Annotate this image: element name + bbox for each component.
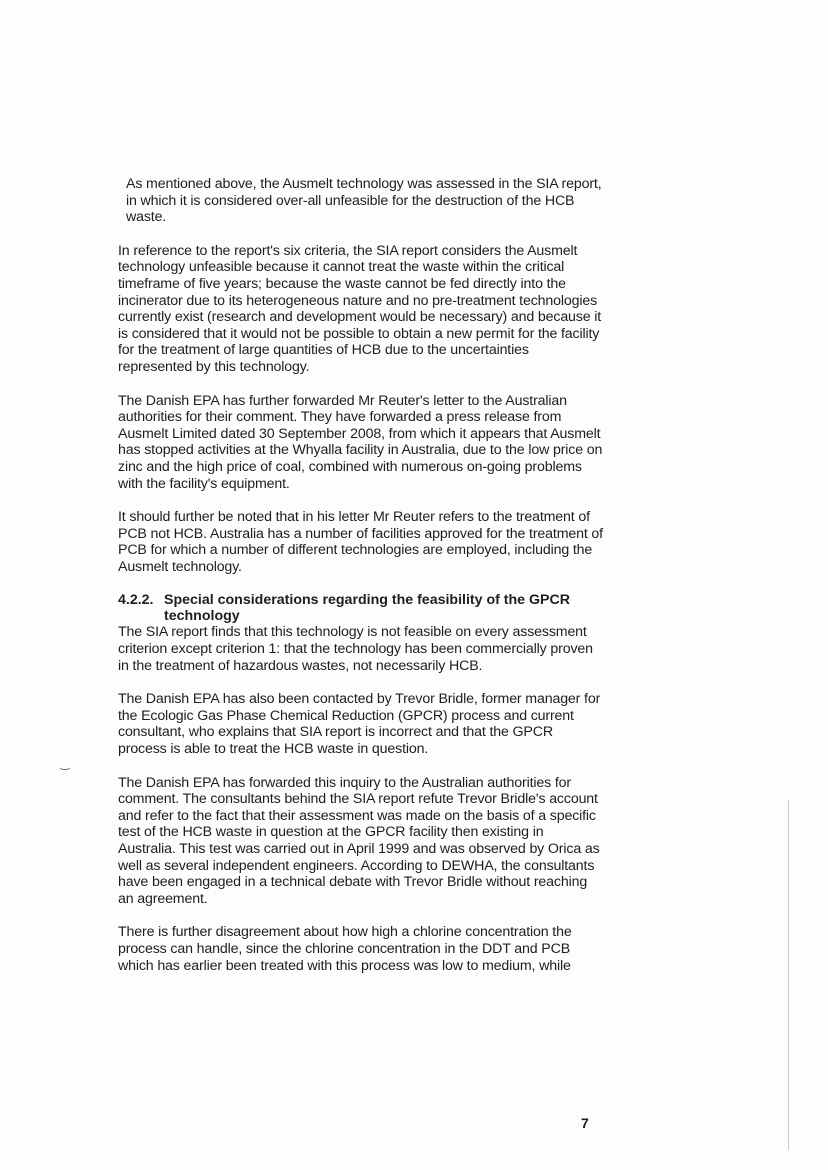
paragraph-press-release: The Danish EPA has further forwarded Mr Reuter's letter to the Australian authorities for their comment. They have forwarded a press release from Ausmelt Limited dated 30 September 2008, from which it appears that Ausmelt has stopped activities at the Whyalla facility in Australia, due to the low price on zinc and the high price of coal, combined with numerous on-going problems with the facility's equipment. bbox=[118, 392, 603, 492]
paragraph-ausmelt-assessment: As mentioned above, the Ausmelt technology was assessed in the SIA report, in which it is considered over-all unfeasible for the destruction of the HCB waste. bbox=[126, 176, 602, 226]
page-number: 7 bbox=[581, 1115, 589, 1131]
paragraph-gpcr-feasibility: The SIA report finds that this technology is not feasible on every assessment criterion except criterion 1: that the technology has been commercially proven in the treatment of hazardous wastes, not necessarily HCB. bbox=[118, 624, 593, 674]
paragraph-pcb-note: It should further be noted that in his letter Mr Reuter refers to the treatment of PCB not HCB. Australia has a number of facilities approved for the treatment of PCB for which a number of different technologies are employed, including the Ausmelt technology. bbox=[118, 509, 603, 575]
section-heading bbox=[118, 592, 604, 624]
section-title: Special considerations regarding the feasibility of the GPCR technology bbox=[164, 592, 571, 625]
paragraph-six-criteria: In reference to the report's six criteria, the SIA report considers the Ausmelt technology unfeasible because it cannot treat the waste within the critical timeframe of five years; because the waste cannot be fed directly into the incinerator due to its heterogeneous nature and no pre-treatment technologies currently exist (research and development would be necessary) and because it is considered that it would not be possible to obtain a new permit for the facility for the treatment of large quantities of HCB due to the uncertainties represented by this technology. bbox=[118, 242, 602, 375]
paragraph-australian-authorities: The Danish EPA has forwarded this inquiry to the Australian authorities for comment. The consultants behind the SIA report refute Trevor Bridle's account and refer to the fact that their assessment was made on the basis of a specific test of the HCB waste in question at the GPCR facility then existing in Australia. This test was carried out in April 1999 and was observed by Orica as well as several independent engineers. According to DEWHA, the consultants have been engaged in a technical debate with Trevor Bridle without reaching an agreement. bbox=[118, 774, 600, 907]
section-number: 4.2.2. bbox=[118, 592, 154, 609]
paragraph-trevor-bridle: The Danish EPA has also been contacted by Trevor Bridle, former manager for the Ecologic Gas Phase Chemical Reduction (GPCR) process and current consultant, who explains that SIA report is incorrect and that the GPCR process is able to treat the HCB waste in question. bbox=[118, 691, 601, 758]
paragraph-chlorine-concentration: There is further disagreement about how high a chlorine concentration the process can handle, since the chlorine concentration in the DDT and PCB which has earlier been treated with this process was low to medium, while bbox=[118, 924, 572, 974]
margin-tick-mark: ‿ bbox=[60, 756, 70, 770]
scan-margin-line bbox=[788, 800, 789, 1150]
document-body bbox=[118, 176, 604, 991]
